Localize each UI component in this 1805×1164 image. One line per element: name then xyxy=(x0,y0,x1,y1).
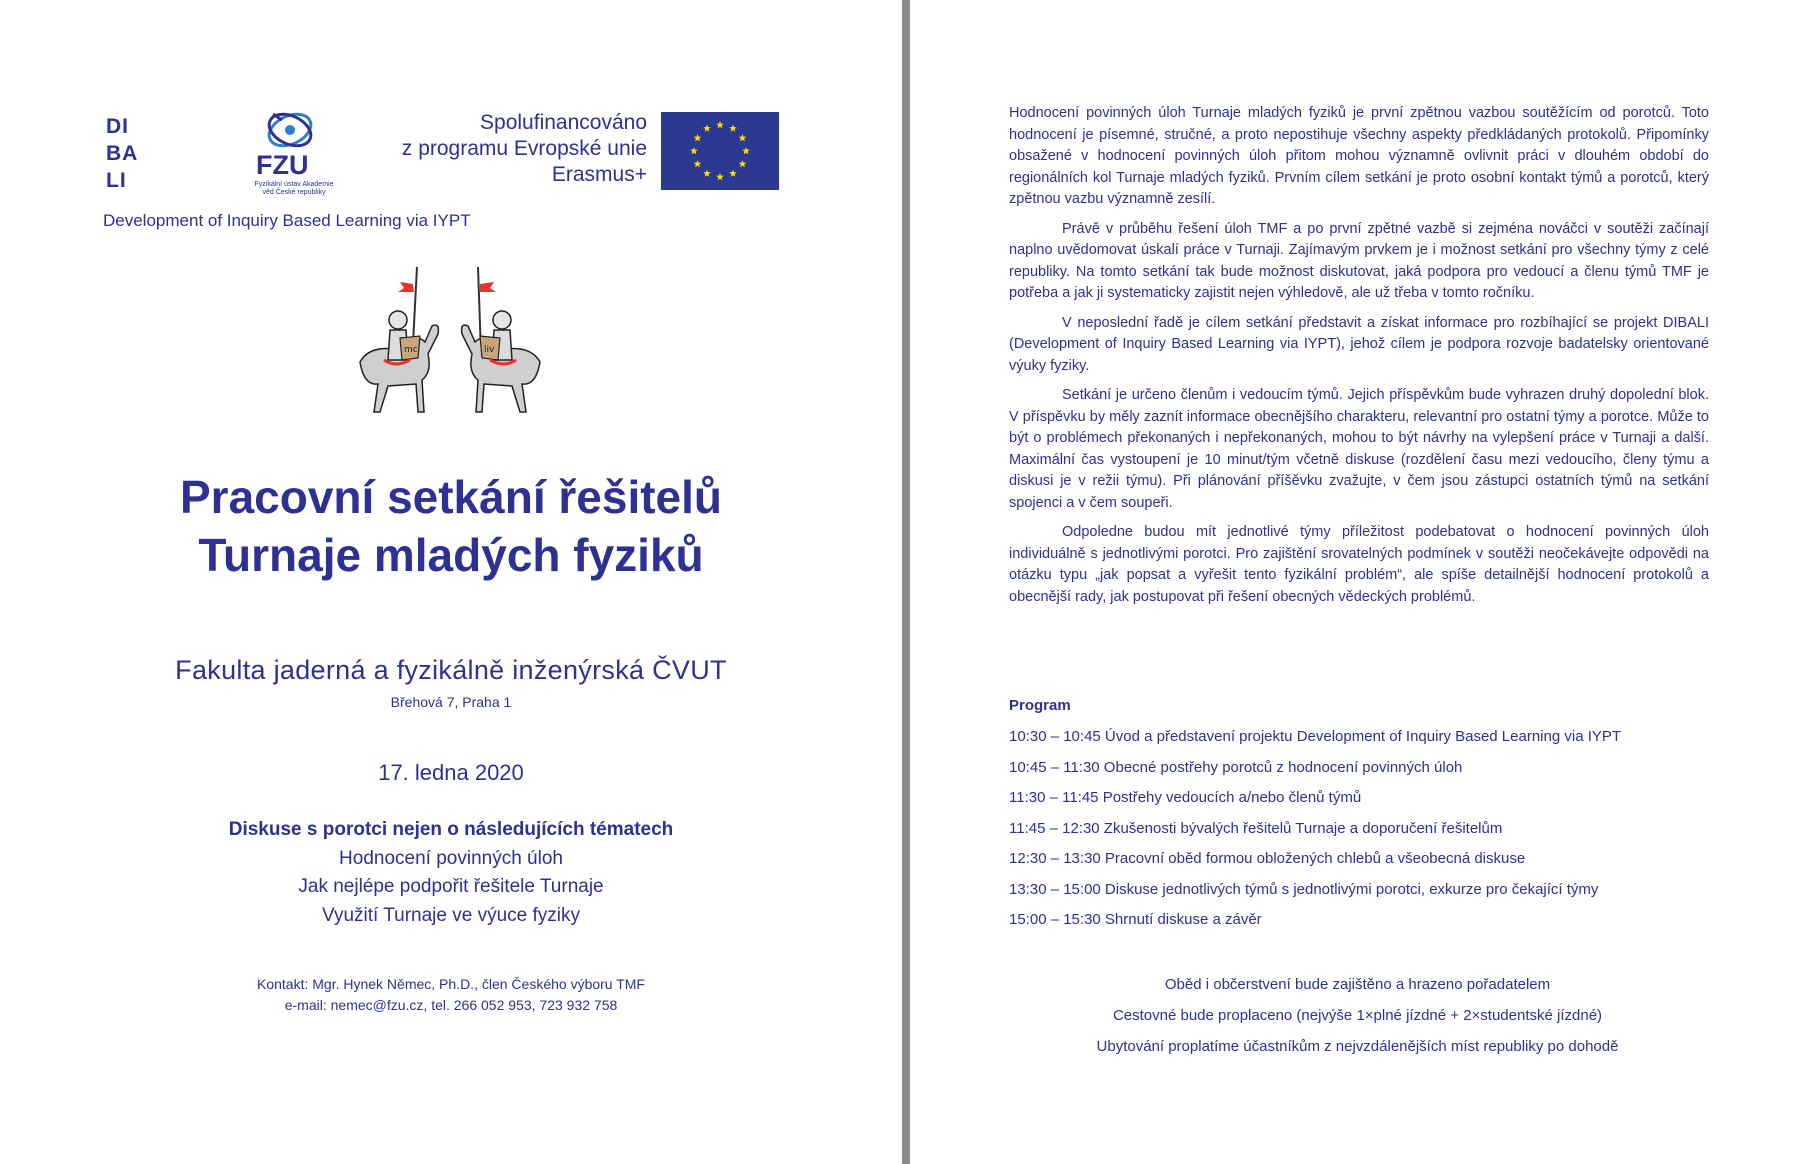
poster-page xyxy=(0,0,902,1164)
event-date: 17. ledna 2020 xyxy=(378,760,524,785)
program-item: 11:30 – 11:45 Postřehy vedoucích a/nebo členů týmů xyxy=(1009,789,1362,806)
topic-item: Hodnocení povinných úloh xyxy=(339,847,563,869)
paragraph: Odpoledne budou mít jednotlivé týmy příležitost podebatovat o hodnocení povinných úloh individuálně s jednotlivými porotci. Pro zajištění srovatelných podmínek v soutěži neočekávejte odpovědi na otázku typu „jak popsat a vyřešit tento fyzikální problém“, ale spíše detailnější hodnocení protokolů a obecnější rady, jak postupovat při řešení obecných vědeckých problémů. xyxy=(1009,524,1709,605)
eu-text-line: Spolufinancováno xyxy=(480,111,647,134)
program-list xyxy=(1009,727,1729,941)
paragraph: Hodnocení povinných úloh Turnaje mladých fyziků je první zpětnou vazbou soutěžícím od porotců. Toto hodnocení je písemné, stručné, a proto nepostihuje všechny aspekty předkládaných protokolů. Připomínky obsažené v hodnocení povinných úloh přitom mohou významně ovlivnit práci v dlouhém období do regionálních kol Turnaje mladých fyziků. Prvním cílem setkání je proto osobní kontakt týmů a porotců, který zpětnou vazbu významně zesílí. xyxy=(1009,105,1709,207)
note-line: Oběd i občerstvení bude zajištěno a hrazeno pořadatelem xyxy=(1164,976,1551,993)
eu-cofinancing-text xyxy=(360,110,647,188)
discussion-topics xyxy=(0,816,902,930)
fzu-subtitle-line: Fyzikální ústav Akademie xyxy=(254,181,334,188)
page-title xyxy=(0,468,902,584)
organizational-notes xyxy=(910,969,1805,1062)
program-item: 10:45 – 11:30 Obecné postřehy porotců z hodnocení povinných úloh xyxy=(1009,758,1463,776)
program-item: 13:30 – 15:00 Diskuse jednotlivých týmů s jednotlivými porotci, exkurze pro čekající týmy xyxy=(1009,880,1599,898)
program-item: 10:30 – 10:45 Úvod a představení projektu Development of Inquiry Based Learning via IYPT xyxy=(1009,728,1622,745)
paragraph: Právě v průběhu řešení úloh TMF a po první zpětné vazbě si zejména nováčci v soutěži začínají naplno uvědomovat úskalí práce v Turnaji. Zajímavým prvkem je i možnost setkání pro všechny týmy z celé republiky. Na tomto setkání tak bude možnost diskutovat, jaká podpora pro vedoucí a členu týmů TMF je potřeba a jak ji systematicky zajistit nejen výhledově, ale už třeba v tomto ročníku. xyxy=(1009,220,1709,301)
paragraph: V neposlední řadě je cílem setkání představit a získat informace pro rozbíhající se projekt DIBALI (Development of Inquiry Based Learning via IYPT), jehož cílem je podpora rozvoje badatelsky orientované výuky fyziky. xyxy=(1009,314,1709,374)
contact-email-phone: e-mail: nemec@fzu.cz, tel. 266 052 953, 723 932 758 xyxy=(284,997,618,1013)
topics-lead: Diskuse s porotci nejen o následujících tématech xyxy=(228,819,674,840)
knight-shield-label: mc xyxy=(404,345,418,355)
eu-text-line: Erasmus+ xyxy=(551,163,647,186)
eu-flag-icon xyxy=(661,112,779,190)
info-page xyxy=(910,0,1805,1164)
description-text xyxy=(1009,103,1709,616)
project-name: Development of Inquiry Based Learning via IYPT xyxy=(103,211,471,230)
page-divider xyxy=(902,0,910,1164)
dibali-logo-line: DI xyxy=(106,115,129,138)
fzu-logo-name: FZU xyxy=(256,150,309,180)
note-line: Ubytování proplatíme účastníkům z nejvzdálenějších míst republiky po dohodě xyxy=(1096,1038,1619,1055)
title-line: Turnaje mladých fyziků xyxy=(198,529,704,581)
note-line: Cestovné bude proplaceno (nejvýše 1×plné jízdné + 2×studentské jízdné) xyxy=(1112,1007,1603,1024)
knights-illustration xyxy=(340,262,560,444)
program-item: 15:00 – 15:30 Shrnutí diskuse a závěr xyxy=(1009,911,1262,928)
paragraph: Setkání je určeno členům i vedoucím týmů. Jejich příspěvkům bude vyhrazen druhý dopolední blok. V příspěvku by měly zaznít informace obecnějšího charakteru, relevantní pro ostatní týmy a porotce. Může to být o problémech překonaných i nepřekonaných, mohou to být návrhy na vylepšení práce v Turnaji a další. Maximální čas vystoupení je 10 minut/tým včetně diskuse (rozdělení času mezi vedoucího, členy týmu a diskusi je v režii týmu). Při plánování příšěvku zvažujte, v čem jsou zástupci ostatních týmů na setkání spojenci a v čem soupeři. xyxy=(1009,387,1709,511)
venue-address: Břehová 7, Praha 1 xyxy=(390,694,512,710)
contact-info xyxy=(0,974,902,1016)
contact-person: Kontakt: Mgr. Hynek Němec, Ph.D., člen Českého výboru TMF xyxy=(256,976,645,992)
dibali-logo-line: LI xyxy=(106,169,127,192)
program-item: 11:45 – 12:30 Zkušenosti bývalých řešitelů Turnaje a doporučení řešitelům xyxy=(1009,819,1503,837)
fzu-subtitle-line: věd České republiky xyxy=(262,189,326,196)
knight-shield-label: liv xyxy=(484,345,495,355)
fzu-logo-subtitle xyxy=(244,181,344,197)
topic-item: Využití Turnaje ve výuce fyziky xyxy=(321,904,580,926)
dibali-logo-line: BA xyxy=(106,142,139,165)
eu-text-line: z programu Evropské unie xyxy=(401,137,647,160)
venue-faculty: Fakulta jaderná a fyzikálně inženýrská ČVUT xyxy=(175,655,727,685)
title-line: Pracovní setkání řešitelů xyxy=(179,471,723,523)
program-heading: Program xyxy=(1009,697,1071,714)
topic-item: Jak nejlépe podpořit řešitele Turnaje xyxy=(298,876,604,897)
program-item: 12:30 – 13:30 Pracovní oběd formou obložených chlebů a všeobecná diskuse xyxy=(1009,850,1526,867)
dibali-logo xyxy=(106,113,138,194)
